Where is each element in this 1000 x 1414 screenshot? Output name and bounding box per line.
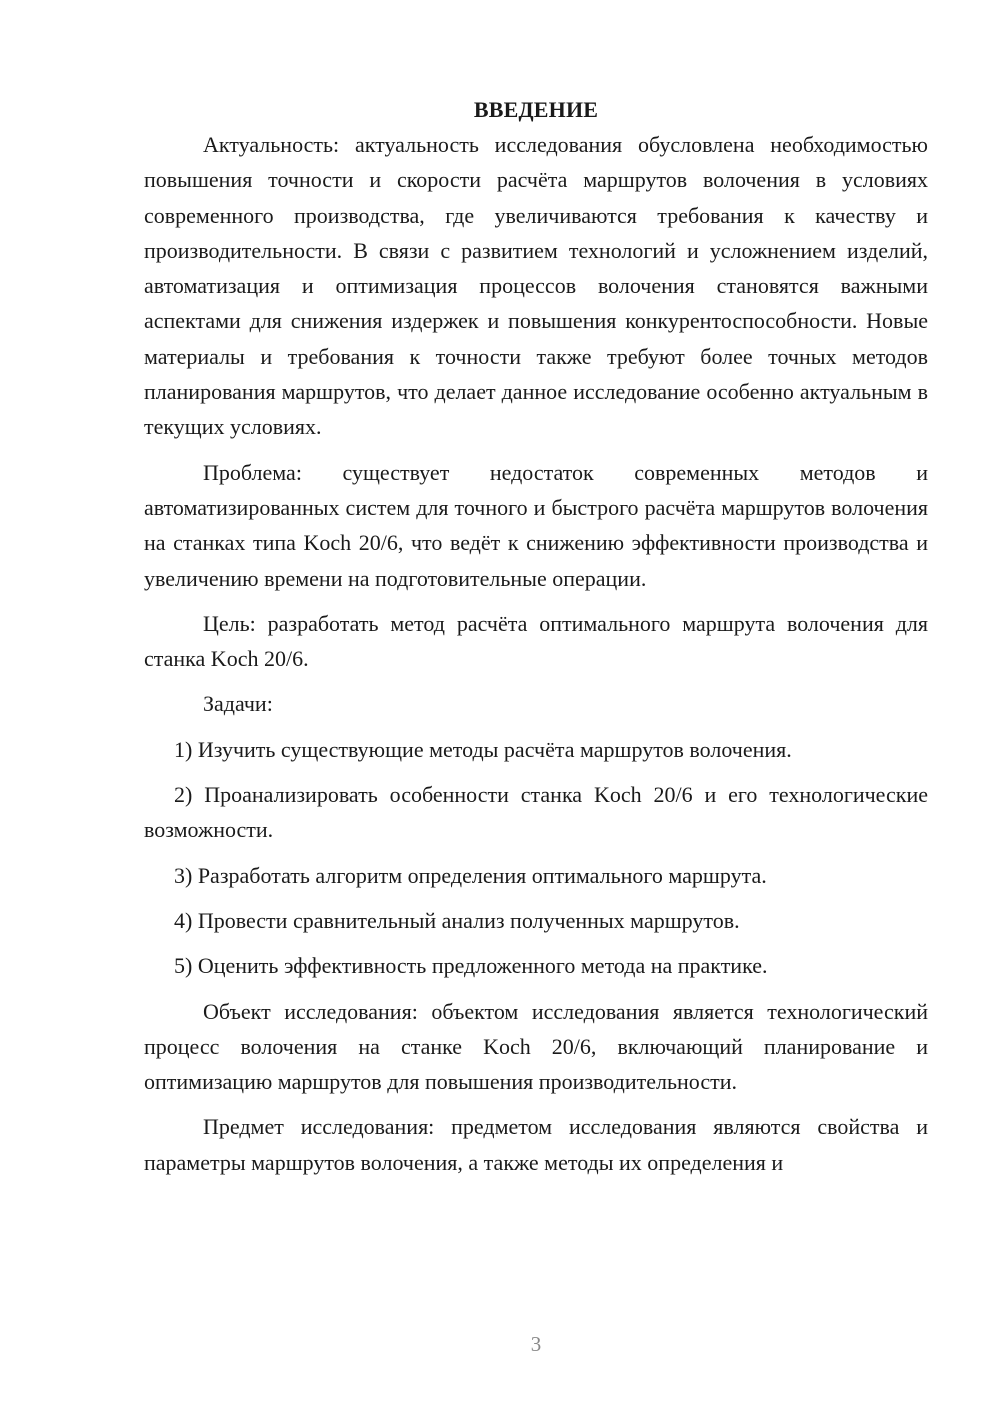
task-item-5: 5) Оценить эффективность предложенного метода на практике. [174,953,768,979]
task-item-1: 1) Изучить существующие методы расчёта маршрутов волочения. [174,736,792,762]
section-title: ВВЕДЕНИЕ [473,97,599,122]
paragraph-subject: Предмет исследования: предметом исследования являются свойства и параметры маршрутов волочения, а также методы их определения и [144,1114,928,1175]
paragraph-problem: Проблема: существует недостаток современных методов и автоматизированных систем для точного и быстрого расчёта маршрутов волочения на станках типа Koch 20/6, что ведёт к снижению эффективности производства и увеличению времени на подготовительные операции. [144,459,928,591]
page-number: 3 [530,1332,542,1356]
paragraph-object: Объект исследования: объектом исследования является технологический процесс волочения на станке Koch 20/6, включающий планирование и оптимизацию маршрутов для повышения производительности. [144,998,928,1095]
paragraph-relevance: Актуальность: актуальность исследования обусловлена необходимостью повышения точности и скорости расчёта маршрутов волочения в условиях современного производства, где увеличиваются требования к качеству и производительности. В связи с развитием технологий и усложнением изделий, автоматизация и оптимизация процессов волочения становятся важными аспектами для снижения издержек и повышения конкурентоспособности. Новые материалы и требования к точности также требуют более точных методов планирования маршрутов, что делает данное исследование особенно актуальным в текущих условиях. [144,132,928,440]
task-item-3: 3) Разработать алгоритм определения оптимального маршрута. [174,862,767,888]
task-item-4: 4) Провести сравнительный анализ полученных маршрутов. [174,907,740,933]
tasks-heading: Задачи: [203,691,273,717]
task-item-2: 2) Проанализировать особенности станка Koch 20/6 и его технологические возможности. [144,782,928,843]
document-page [144,92,928,1180]
paragraph-goal: Цель: разработать метод расчёта оптимального маршрута волочения для станка Koch 20/6. [144,610,928,672]
